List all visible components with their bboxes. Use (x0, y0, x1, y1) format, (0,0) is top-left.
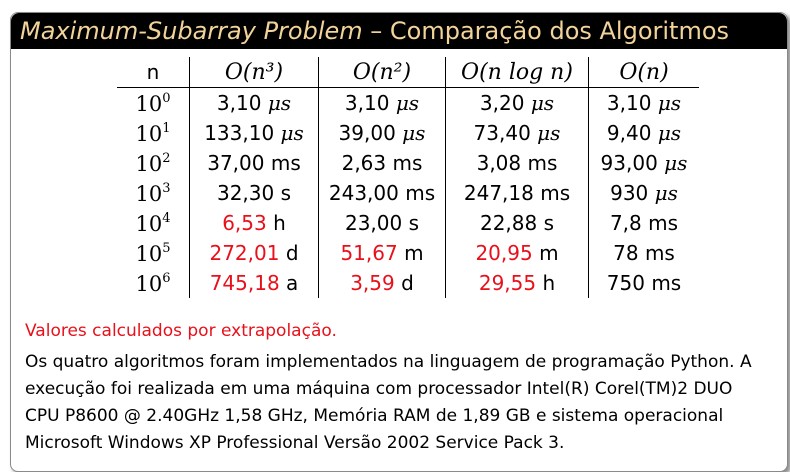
cell-cubic: 133,10 μs (190, 118, 319, 148)
cell-quadratic: 3,10 μs (319, 88, 446, 119)
table-row (117, 238, 699, 268)
table-row (117, 178, 699, 208)
cell-quadratic: 23,00 s (319, 208, 446, 238)
cell-nlogn: 73,40 μs (446, 118, 589, 148)
header-n: n (117, 57, 190, 88)
row-n: $10^3$ (135, 180, 171, 206)
cell-linear: 93,00 μs (589, 148, 700, 178)
cell-quadratic: 2,63 ms (319, 148, 446, 178)
cell-cubic: 37,00 ms (190, 148, 319, 178)
table-row (117, 88, 699, 119)
header-linear: O(n) (589, 57, 700, 88)
slide-title (11, 13, 787, 49)
row-n: $10^2$ (135, 150, 171, 176)
slide-title-rest: – Comparação dos Algoritmos (362, 17, 730, 45)
cell-nlogn: 247,18 ms (446, 178, 589, 208)
table-header-row (117, 57, 699, 88)
slide-title-italic: Maximum-Subarray Problem (20, 17, 363, 45)
cell-quadratic: 243,00 ms (319, 178, 446, 208)
slide-frame (10, 12, 788, 472)
extrapolation-note: Valores calculados por extrapolação. (25, 321, 337, 341)
cell-nlogn: 3,08 ms (446, 148, 589, 178)
cell-quadratic: 39,00 μs (319, 118, 446, 148)
table-row (117, 268, 699, 298)
header-quadratic: O(n²) (319, 57, 446, 88)
cell-cubic: 745,18 a (190, 268, 319, 298)
cell-cubic: 32,30 s (190, 178, 319, 208)
cell-nlogn: 3,20 μs (446, 88, 589, 119)
row-n: $10^5$ (135, 240, 171, 266)
row-n: $10^0$ (135, 90, 171, 116)
header-nlogn: O(n log n) (446, 57, 589, 88)
table-row (117, 148, 699, 178)
header-cubic: O(n³) (190, 57, 319, 88)
description-text: Os quatro algoritmos foram implementados na linguagem de programação Python. A execução foi realizada em uma máquina com processador Intel(R) Corel(TM)2 DUO CPU P8600 @ 2.40GHz 1,58 GHz, Memória RAM de 1,89 GB e sistema operacional Microsoft Windows XP Professional Versão 2002 Service Pack 3. (25, 352, 752, 453)
cell-linear: 750 ms (589, 268, 700, 298)
cell-linear: 78 ms (589, 238, 700, 268)
results-table (117, 57, 699, 298)
cell-quadratic: 3,59 d (319, 268, 446, 298)
cell-nlogn: 29,55 h (446, 268, 589, 298)
cell-quadratic: 51,67 m (319, 238, 446, 268)
cell-nlogn: 22,88 s (446, 208, 589, 238)
cell-linear: 7,8 ms (589, 208, 700, 238)
cell-cubic: 3,10 μs (190, 88, 319, 119)
cell-linear: 930 μs (589, 178, 700, 208)
row-n: $10^6$ (135, 270, 171, 296)
cell-cubic: 272,01 d (190, 238, 319, 268)
table-row (117, 118, 699, 148)
cell-cubic: 6,53 h (190, 208, 319, 238)
cell-nlogn: 20,95 m (446, 238, 589, 268)
table-row (117, 208, 699, 238)
cell-linear: 3,10 μs (589, 88, 700, 119)
cell-linear: 9,40 μs (589, 118, 700, 148)
row-n: $10^1$ (135, 120, 171, 146)
row-n: $10^4$ (135, 210, 171, 236)
